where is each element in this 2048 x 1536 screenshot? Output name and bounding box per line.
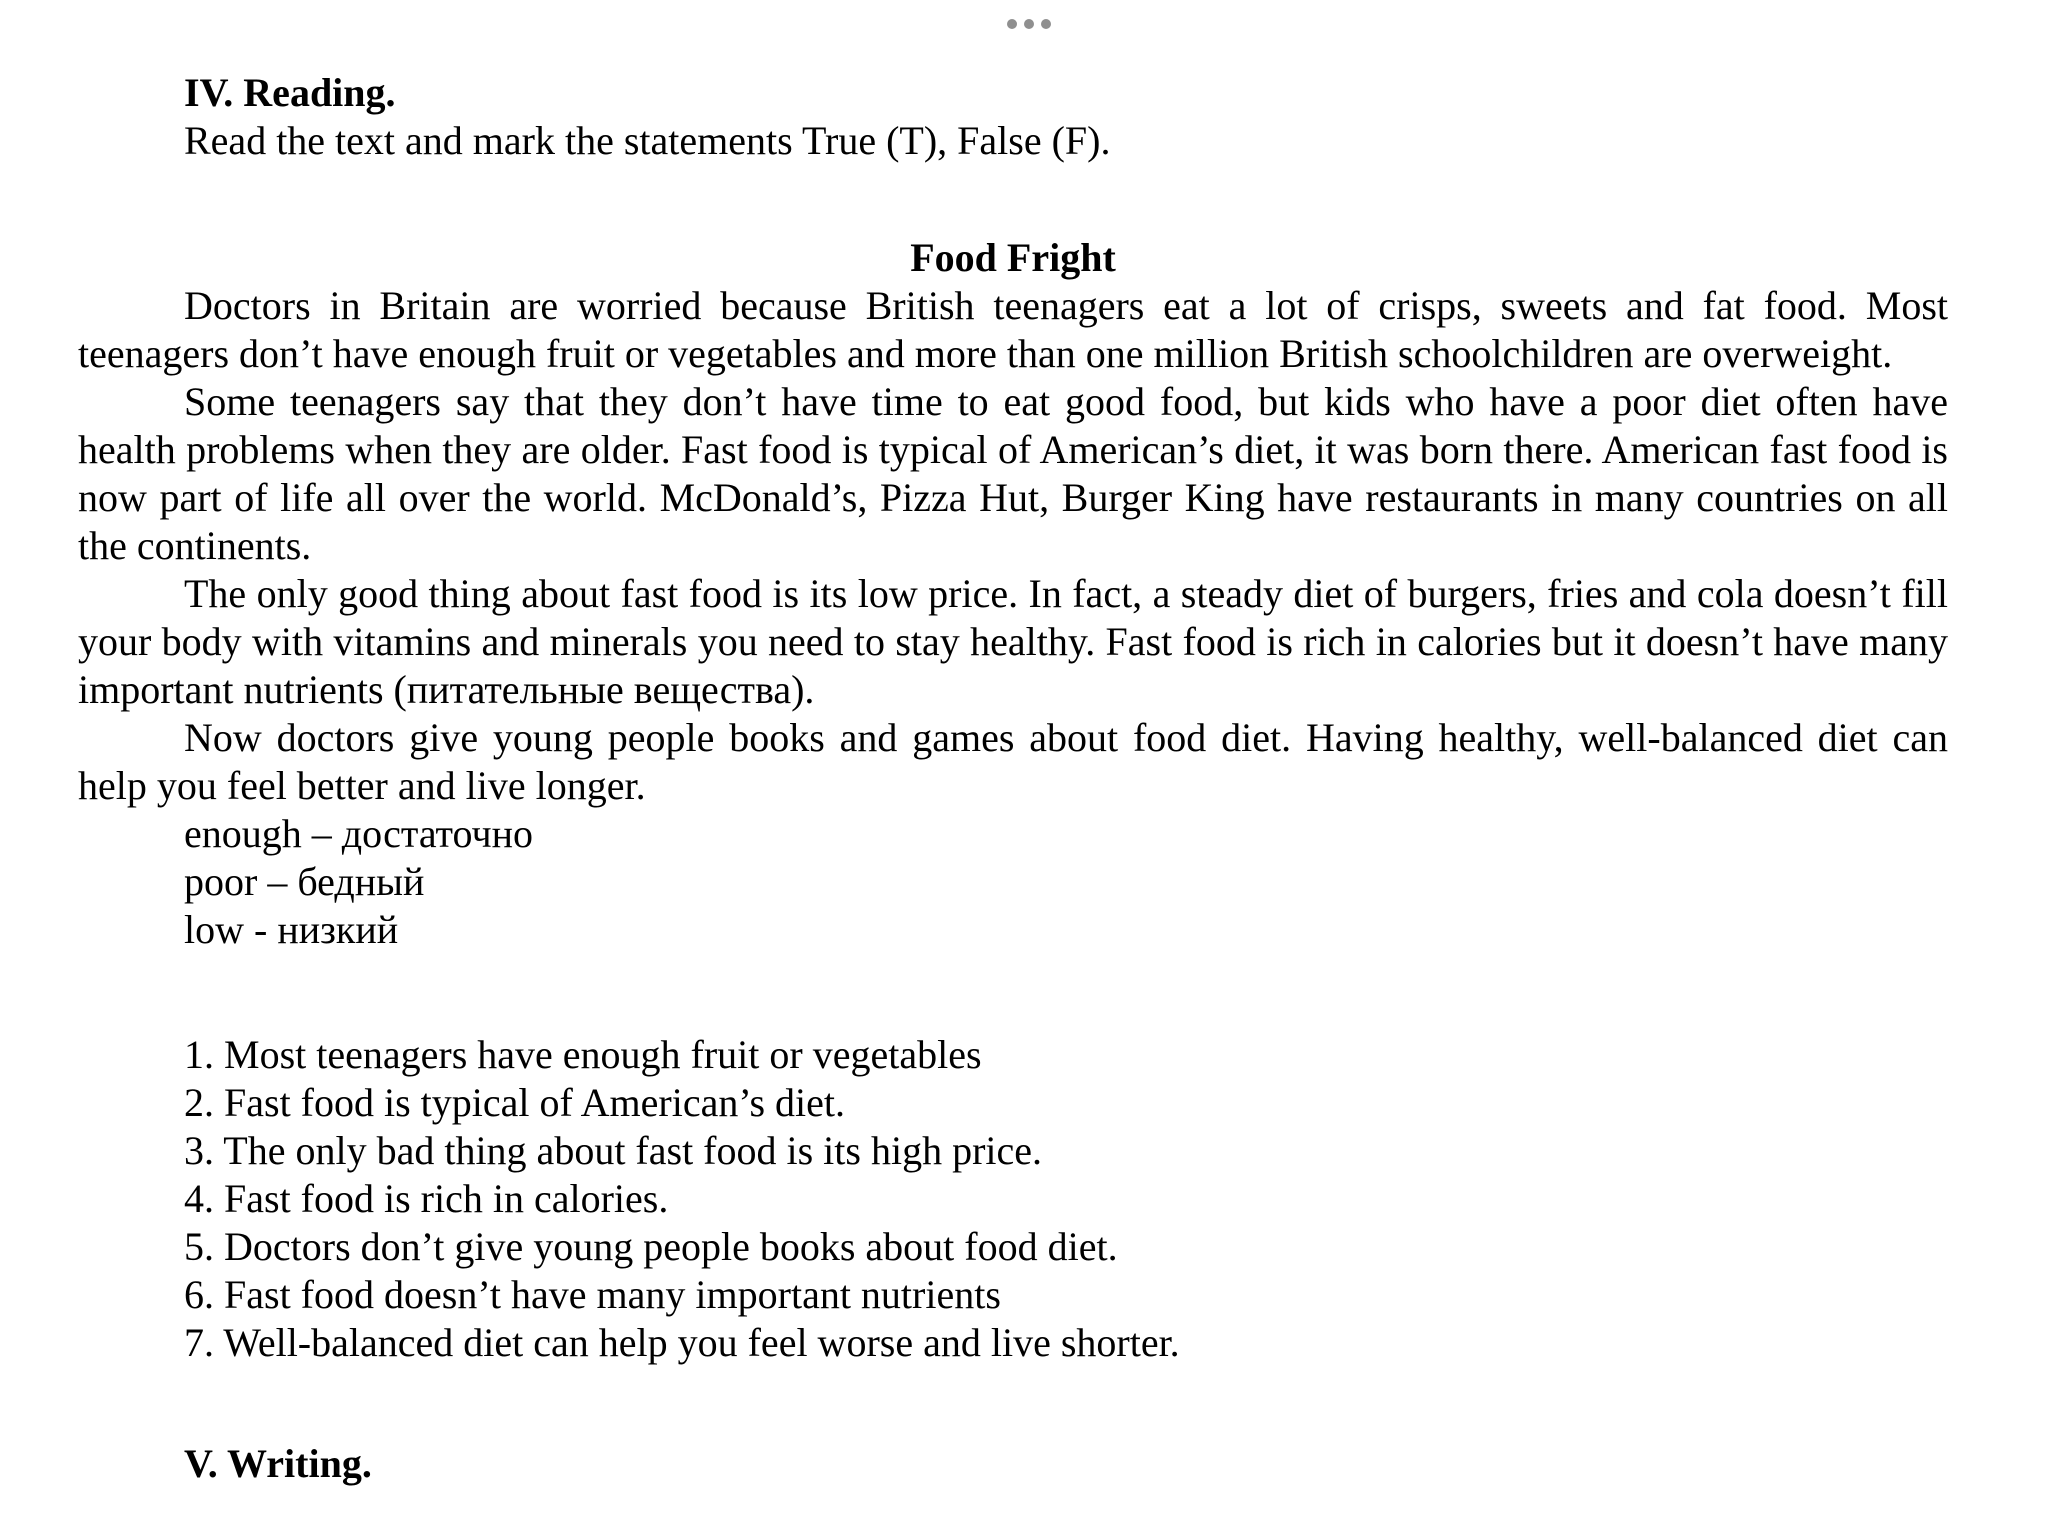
paragraph: The only good thing about fast food is its low price. In fact, a steady diet of burgers, fries and cola doesn’t fill your body with vitamins and minerals you need to stay healthy. Fast food is rich in calories but it doesn’t have many important nutrients (питательные вещества). xyxy=(78,571,1948,712)
reading-instruction: Read the text and mark the statements True (T), False (F). xyxy=(184,118,1111,163)
vocabulary-item: poor – бедный xyxy=(184,859,425,904)
statement-item: 1. Most teenagers have enough fruit or vegetables xyxy=(184,1032,982,1077)
writing-section-heading: V. Writing. xyxy=(184,1441,372,1486)
paragraph: Now doctors give young people books and games about food diet. Having healthy, well-balanced diet can help you feel better and live longer. xyxy=(78,715,1948,808)
statement-item: 7. Well-balanced diet can help you feel worse and live shorter. xyxy=(184,1320,1180,1365)
statement-item: 2. Fast food is typical of American’s diet. xyxy=(184,1080,845,1125)
statement-item: 6. Fast food doesn’t have many important nutrients xyxy=(184,1272,1001,1317)
vocabulary-item: enough – достаточно xyxy=(184,811,533,856)
vocabulary-list xyxy=(78,810,1948,954)
text-title: Food Fright xyxy=(910,235,1116,280)
reading-section-heading: IV. Reading. xyxy=(184,70,396,115)
more-options-icon[interactable] xyxy=(1007,19,1051,29)
statements-list xyxy=(78,1031,1948,1367)
statement-item: 3. The only bad thing about fast food is its high price. xyxy=(184,1128,1043,1173)
dot xyxy=(1024,19,1034,29)
paragraph: Doctors in Britain are worried because British teenagers eat a lot of crisps, sweets and fat food. Most teenagers don’t have enough fruit or vegetables and more than one million British schoolchildren are overweight. xyxy=(78,283,1948,376)
spacer xyxy=(78,1367,1948,1440)
dot xyxy=(1041,19,1051,29)
dot xyxy=(1007,19,1017,29)
statement-item: 5. Doctors don’t give young people books about food diet. xyxy=(184,1224,1118,1269)
spacer xyxy=(78,954,1948,1031)
spacer xyxy=(78,165,1948,234)
vocabulary-item: low - низкий xyxy=(184,907,399,952)
statement-item: 4. Fast food is rich in calories. xyxy=(184,1176,669,1221)
paragraph: Some teenagers say that they don’t have time to eat good food, but kids who have a poor diet often have health problems when they are older. Fast food is typical of American’s diet, it was born there. American fast food is now part of life all over the world. McDonald’s, Pizza Hut, Burger King have restaurants in many countries on all the continents. xyxy=(78,379,1948,568)
